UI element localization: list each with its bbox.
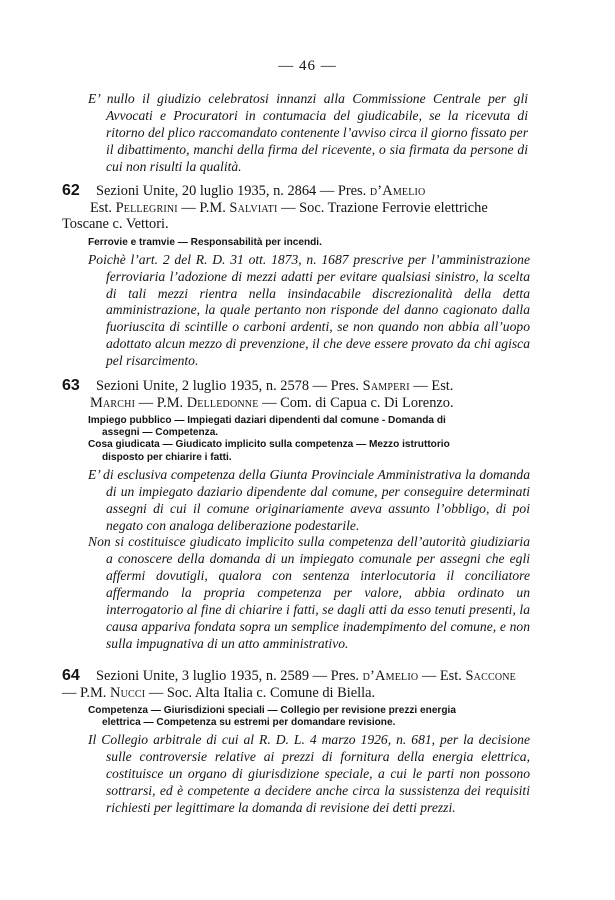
entry-63 bbox=[62, 378, 530, 653]
maxims bbox=[88, 732, 530, 817]
keyword-text: Competenza — Giurisdizioni speciali — Collegio per revisione prezzi energia bbox=[88, 705, 456, 716]
maxims bbox=[88, 467, 530, 653]
est-label: — Est. bbox=[409, 378, 454, 394]
keyword-text: Ferrovie e tramvie — Responsabilità per incendi. bbox=[88, 236, 322, 248]
entry-64 bbox=[62, 668, 530, 817]
maxims bbox=[88, 252, 530, 370]
estensore-name: Saccone bbox=[465, 668, 516, 684]
keyword-line bbox=[88, 237, 530, 249]
maxim: Poichè l’art. 2 del R. D. 31 ott. 1873, n. 1687 prescrive per l’amministrazione ferroviaria l’adozione di mezzi adatti per evitare qualsiasi sinistro, la scelta di tali mezzi rientra nella insindacabile discrezionalità della detta amministrazione, la quale pertanto non risponde del danno cagionato dalla fuoriuscita di scintille o carboni ardenti, se non quando non abbia all’uopo adottato alcun mezzo di prevenzione, il che deve essere provato da chi agisca pel risarcimento. bbox=[88, 251, 530, 369]
parties: — Soc. Trazione Ferrovie elettriche Toscane c. Vettori. bbox=[62, 199, 488, 232]
maxim: Il Collegio arbitrale di cui al R. D. L. 4 marzo 1926, n. 681, per la decisione sulle controversie relative ai prezzi di fornitura della energia elettrica, costituisce un organo di giurisdizione speciale, a cui le parti non possono sottrarsi, ed è competente a decidere anche circa la sussistenza dei requisiti richiesti per legittimare la domanda di revisione dei detti prezzi. bbox=[88, 732, 530, 816]
maxim: E’ di esclusiva competenza della Giunta Provinciale Amministrativa la domanda di un impiegato daziario dipendente dal comune, per conseguire determinati assegni di cui il comune originariamente aveva assunto l’obbligo, di poi negato con analoga deliberazione podestarile. bbox=[88, 466, 530, 533]
pm-label: — P.M. bbox=[177, 199, 230, 216]
entry-number: 64 bbox=[62, 667, 80, 684]
keywords bbox=[88, 237, 530, 249]
parties: — Com. di Capua c. Di Lorenzo. bbox=[258, 394, 454, 411]
keyword-text: Impiego pubblico — Impiegati daziari dipendenti dal comune - Domanda di bbox=[88, 415, 446, 426]
keywords bbox=[88, 705, 530, 729]
est-label: Est. bbox=[90, 199, 116, 216]
president-name: d’Amelio bbox=[369, 183, 426, 199]
entry-number: 63 bbox=[62, 377, 80, 394]
intro-maxim: E’ nullo il giudizio celebratosi innanzi alla Commissione Centrale per gli Avvocati e Procuratori in contumacia del giudicabile, se la ricevuta di ritorno del plico raccomandato contenente l’avviso circa il giorno fissato per il dibattimento, manchi della firma del ricevente, o sia firmata da persone di cui non risulti la qualità. bbox=[88, 91, 528, 174]
entry-62 bbox=[62, 183, 530, 370]
pm-name: Delledonne bbox=[186, 394, 259, 411]
pm-name: Nucci bbox=[109, 684, 146, 701]
estensore-name: Pellegrini bbox=[115, 199, 178, 216]
keyword-continuation: elettrica — Competenza su estremi per domandare revisione. bbox=[102, 717, 396, 729]
pm-name: Salviati bbox=[229, 199, 278, 216]
entry-heading bbox=[62, 183, 530, 233]
estensore-name: Marchi bbox=[90, 394, 136, 411]
est-label: — Est. bbox=[418, 668, 466, 684]
keywords bbox=[88, 415, 530, 464]
keyword-continuation: assegni — Competenza. bbox=[102, 427, 219, 439]
keyword-line bbox=[88, 705, 530, 729]
court-info: Sezioni Unite, 20 luglio 1935, n. 2864 — Pres. bbox=[96, 183, 370, 199]
keyword-line bbox=[88, 415, 530, 439]
entry-heading bbox=[62, 668, 530, 701]
pm-label: — P.M. bbox=[62, 684, 110, 701]
court-info: Sezioni Unite, 3 luglio 1935, n. 2589 — Pres. bbox=[96, 668, 363, 684]
entry-number: 62 bbox=[62, 182, 80, 199]
maxim: Non si costituisce giudicato implicito sulla competenza dell’autorità giudiziaria a conoscere della domanda di un impiegato comunale per assegni che egli affermi dovutigli, qualora con sentenza interlocutoria il conciliatore affermando la propria competenza per valore, abbia ordinato un interrogatorio al fine di chiarire i fatti, se dagli atti da esso tenuti presenti, la causa appariva fondata sopra un semplice inadempimento del comune, e non sulla impugnativa di un atto amministrativo. bbox=[88, 534, 530, 651]
court-info: Sezioni Unite, 2 luglio 1935, n. 2578 — Pres. bbox=[96, 378, 363, 394]
entry-heading bbox=[62, 378, 530, 411]
president-name: d’Amelio bbox=[362, 668, 419, 684]
keyword-text: Cosa giudicata — Giudicato implicito sulla competenza — Mezzo istruttorio bbox=[88, 439, 450, 451]
page-number: — 46 — bbox=[278, 58, 337, 74]
parties: — Soc. Alta Italia c. Comune di Biella. bbox=[145, 684, 376, 701]
keyword-continuation: disposto per chiarire i fatti. bbox=[102, 451, 232, 463]
pm-label: — P.M. bbox=[135, 394, 187, 411]
intro-maxim-block bbox=[88, 91, 528, 176]
keyword-line bbox=[88, 439, 530, 463]
president-name: Samperi bbox=[362, 378, 410, 394]
